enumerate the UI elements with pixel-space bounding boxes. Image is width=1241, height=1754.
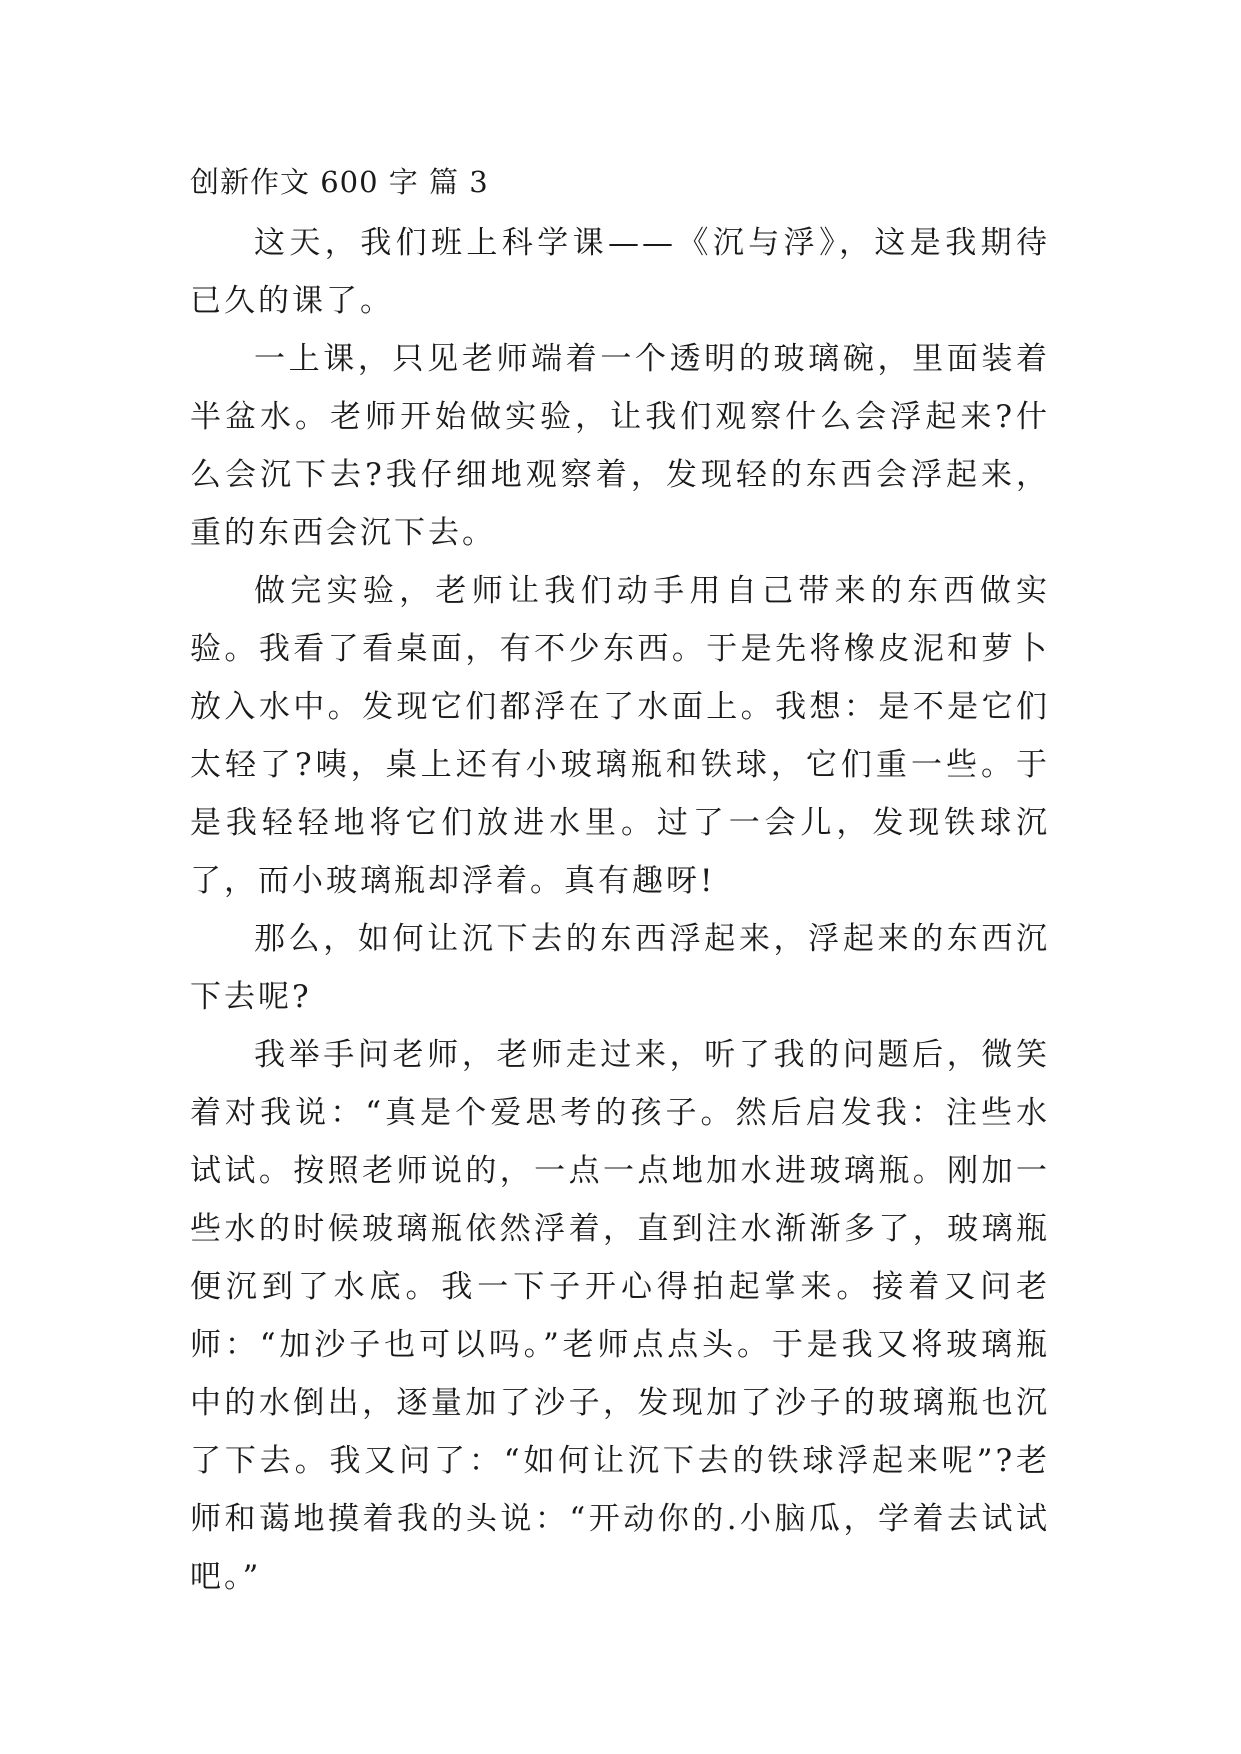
paragraph-3: 做完实验，老师让我们动手用自己带来的东西做实验。我看了看桌面，有不少东西。于是先将橡皮泥和萝卜放入水中。发现它们都浮在了水面上。我想：是不是它们太轻了?咦，桌上还有小玻璃瓶和铁球，它们重一些。于是我轻轻地将它们放进水里。过了一会儿，发现铁球沉了，而小玻璃瓶却浮着。真有趣呀!	[190, 573, 1050, 899]
paragraph-2: 一上课，只见老师端着一个透明的玻璃碗，里面装着半盆水。老师开始做实验，让我们观察什么会浮起来?什么会沉下去?我仔细地观察着，发现轻的东西会浮起来，重的东西会沉下去。	[190, 341, 1050, 551]
paragraph-4: 那么，如何让沉下去的东西浮起来，浮起来的东西沉下去呢?	[190, 921, 1050, 1015]
paragraph-1: 这天，我们班上科学课——《沉与浮》，这是我期待已久的课了。	[190, 225, 1050, 319]
essay-title: 创新作文 600 字 篇 3	[190, 165, 489, 199]
paragraph-5: 我举手问老师，老师走过来，听了我的问题后，微笑着对我说：“真是个爱思考的孩子。然后启发我：注些水试试。按照老师说的，一点一点地加水进玻璃瓶。刚加一些水的时候玻璃瓶依然浮着，直到注水渐渐多了，玻璃瓶便沉到了水底。我一下子开心得拍起掌来。接着又问老师：“加沙子也可以吗。”老师点点头。于是我又将玻璃瓶中的水倒出，逐量加了沙子，发现加了沙子的玻璃瓶也沉了下去。我又问了：“如何让沉下去的铁球浮起来呢”?老师和蔼地摸着我的头说：“开动你的.小脑瓜，学着去试试吧。”	[190, 1037, 1050, 1595]
document-body	[190, 160, 1050, 1606]
